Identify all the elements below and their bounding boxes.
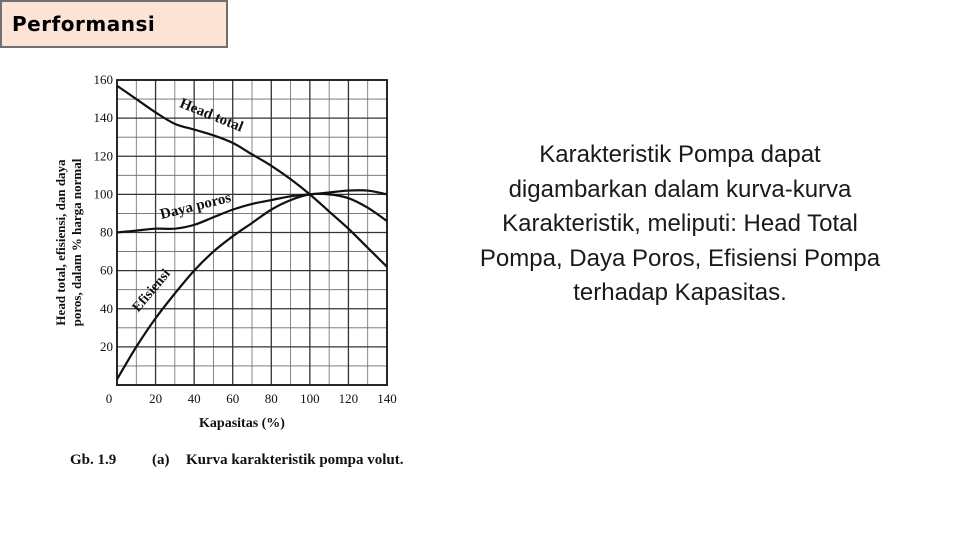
x-axis-label: Kapasitas (%) <box>199 416 285 431</box>
figure-caption <box>70 452 404 469</box>
y-tick-label: 80 <box>100 224 113 240</box>
x-tick-label: 120 <box>338 391 359 406</box>
slide-description: Karakteristik Pompa dapat digambarkan dalam kurva-kurva Karakteristik, meliputi: Head Total Pompa, Daya Poros, Efisiensi Pompa terhadap Kapasitas. <box>479 141 881 306</box>
x-tick-label: 20 <box>149 391 163 406</box>
x-tick-label: 60 <box>226 391 240 406</box>
caption-figure-number: Gb. 1.9 <box>70 452 117 468</box>
series-label-daya-poros: Daya poros <box>158 189 233 224</box>
series-label-efisiensi: Efisiensi <box>129 266 174 316</box>
y-tick-label: 140 <box>93 110 113 126</box>
slide-title-box <box>0 0 228 48</box>
y-tick-label: 120 <box>93 148 113 164</box>
x-tick-label: 100 <box>300 391 320 406</box>
y-tick-label: 20 <box>100 338 113 354</box>
x-tick-label: 0 <box>105 391 113 406</box>
series-label-head-total: Head total <box>177 95 246 136</box>
y-tick-label: 60 <box>100 262 113 278</box>
slide-title: Performansi <box>12 12 156 36</box>
chart-grid <box>117 80 387 385</box>
y-tick-label: 160 <box>93 72 113 87</box>
x-tick-label: 140 <box>377 391 397 406</box>
y-axis-label-line-1: Head total, efisiensi, dan daya <box>53 159 68 326</box>
x-tick-label: 80 <box>264 391 278 406</box>
y-tick-label: 100 <box>93 186 113 202</box>
caption-text: Kurva karakteristik pompa volut. <box>186 452 404 468</box>
y-axis-label-line-2: poros, dalam % harga normal <box>69 158 84 327</box>
caption-sub-label: (a) <box>152 452 170 468</box>
y-tick-label: 40 <box>100 300 113 316</box>
pump-characteristic-chart <box>40 60 420 440</box>
x-tick-label: 40 <box>187 391 201 406</box>
